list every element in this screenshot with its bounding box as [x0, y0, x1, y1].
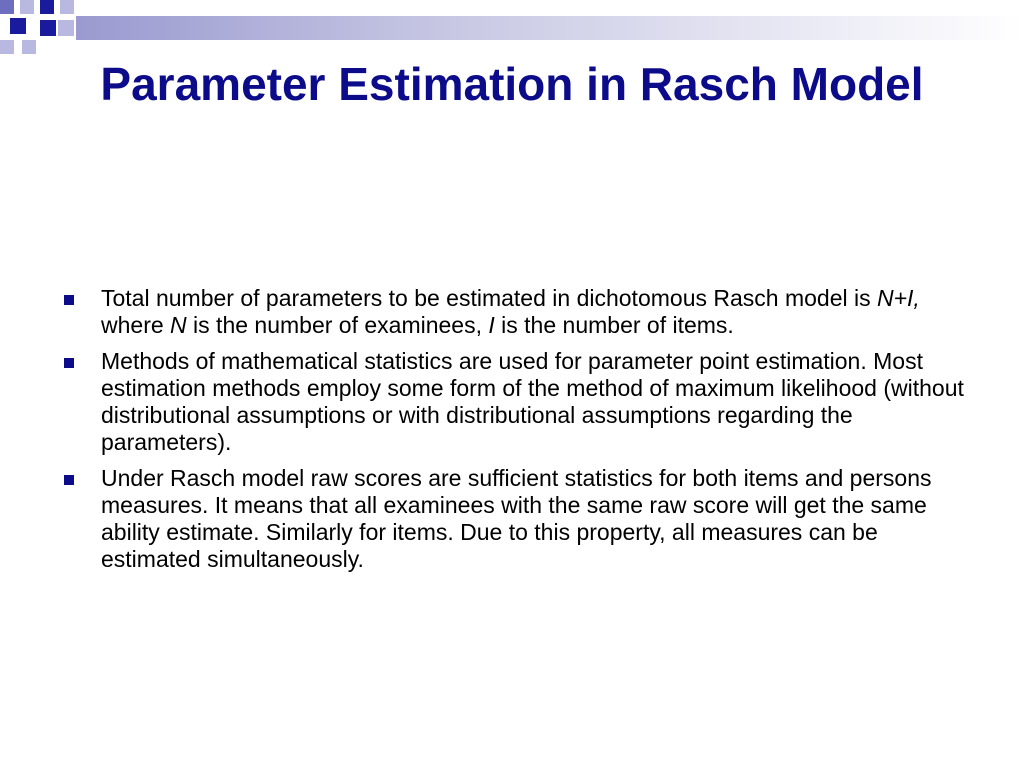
- deco-square: [0, 0, 14, 14]
- bullet-text: where: [101, 312, 171, 338]
- deco-square: [10, 18, 26, 34]
- header-gradient-bar: [76, 16, 1024, 40]
- deco-square: [58, 20, 74, 36]
- bullet-list: [60, 285, 980, 582]
- square-bullet-icon: [64, 475, 74, 485]
- deco-square: [60, 0, 74, 14]
- bullet-text: is the number of examinees,: [186, 312, 489, 338]
- deco-square: [20, 0, 34, 14]
- slide-title: Parameter Estimation in Rasch Model: [100, 58, 924, 110]
- deco-square: [0, 40, 14, 54]
- square-bullet-icon: [64, 295, 74, 305]
- bullet-text: Total number of parameters to be estimated in dichotomous Rasch model is: [101, 285, 877, 311]
- bullet-text-italic: N+I,: [877, 285, 920, 311]
- bullet-text: is the number of items.: [494, 312, 734, 338]
- bullet-item: [60, 285, 980, 339]
- bullet-text: Methods of mathematical statistics are used for parameter point estimation. Most estimation methods employ some form of the method of maximum likelihood (without distributional assumptions or with distributional assumptions regarding the parameters).: [101, 348, 964, 455]
- deco-square: [40, 0, 54, 14]
- bullet-text: Under Rasch model raw scores are sufficient statistics for both items and persons measures. It means that all examinees with the same raw score will get the same ability estimate. Similarly for items. Due to this property, all measures can be estimated simultaneously.: [101, 465, 932, 572]
- deco-square: [40, 20, 56, 36]
- bullet-text-italic: I: [488, 312, 495, 338]
- bullet-item: [60, 348, 980, 456]
- square-bullet-icon: [64, 358, 74, 368]
- bullet-text-italic: N: [170, 312, 187, 338]
- decorative-header: [0, 0, 1024, 60]
- bullet-item: [60, 465, 980, 573]
- deco-square: [22, 40, 36, 54]
